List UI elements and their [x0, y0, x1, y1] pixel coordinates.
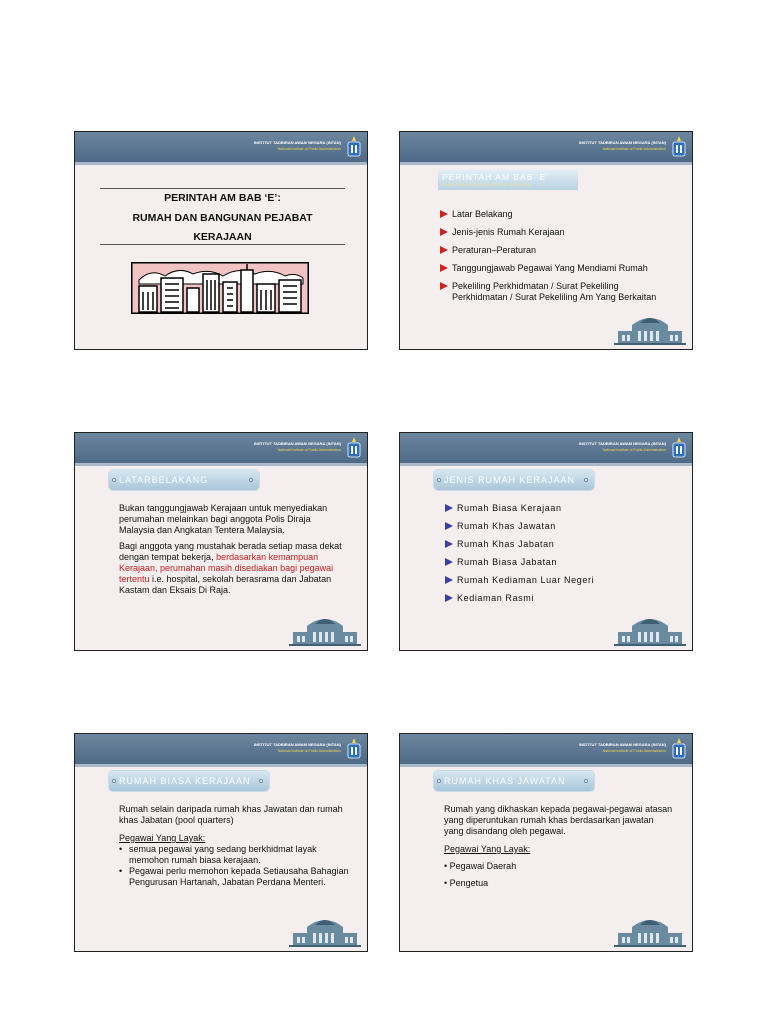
slide-body: [119, 503, 347, 601]
institute-name-en: National Institute of Public Administration: [602, 749, 666, 753]
institute-name-en: National Institute of Public Administration: [602, 147, 666, 151]
institute-label: [579, 440, 666, 454]
institute-label: [254, 741, 341, 755]
slide-title-line1: PERINTAH AM BAB ‘E’:: [164, 192, 281, 204]
institute-name: INSTITUT TADBIRAN AWAM NEGARA (INTAN): [578, 140, 666, 145]
institute-label: [254, 440, 341, 454]
list-item: Jenis-jenis Rumah Kerajaan: [440, 227, 672, 238]
paragraph: Rumah yang dikhaskan kepada pegawai-pegawai atasan yang diperuntukan rumah khas berdasarkan jawatan yang disandang oleh pegawai.: [444, 804, 673, 836]
list-item: Rumah Khas Jabatan: [445, 539, 675, 550]
list-item: Kediaman Rasmi: [445, 593, 675, 604]
list-item: Rumah Khas Jawatan: [445, 521, 675, 532]
slide-body: [119, 804, 349, 888]
institute-label: [579, 139, 666, 153]
paragraph: Bukan tanggungjawab Kerajaan untuk menyediakan perumahan melainkan bagi anggota Polis Diraja Malaysia dan Angkatan Tentera Malaysia.: [119, 503, 328, 535]
bullet-dot-icon: •: [119, 866, 123, 876]
slide-1: [74, 131, 368, 350]
intan-logo-icon: [347, 737, 361, 759]
building-icon: [614, 913, 686, 947]
title-rule-bottom: [100, 244, 345, 245]
paragraph: [119, 541, 347, 596]
section-heading: LATARBELAKANG: [109, 470, 259, 490]
list-item: Peraturan–Peraturan: [440, 245, 672, 256]
bullet-item: [119, 866, 349, 888]
bullet-text: semua pegawai yang sedang berkhidmat layak memohon rumah biasa kerajaan.: [129, 844, 317, 865]
list-item: Rumah Biasa Kerajaan: [445, 503, 675, 514]
institute-name-en: National Institute of Public Administration: [277, 749, 341, 753]
section-heading-subtitle: RUMAH DAN BANGUNAN PEJABAT KERAJAAN: [442, 182, 531, 187]
eligible-label: Pegawai Yang Layak:: [119, 833, 206, 843]
highlight-text: berdasarkan kemampuan Kerajaan, perumahan masih disediakan bagi pegawai tertentu: [119, 552, 334, 584]
slide-3: [74, 432, 368, 651]
intan-logo-icon: [672, 436, 686, 458]
bullet-item: • Pengetua: [444, 878, 489, 888]
bullet-dot-icon: •: [119, 844, 123, 854]
section-heading: RUMAH BIASA KERAJAAN: [109, 771, 269, 791]
institute-label: [254, 139, 341, 153]
institute-label: [579, 741, 666, 755]
city-skyline-icon: [131, 262, 309, 314]
slide-4: [399, 432, 693, 651]
bullet-item: [119, 844, 349, 866]
building-icon: [614, 311, 686, 345]
intan-logo-icon: [347, 135, 361, 157]
slide-body: [444, 804, 674, 889]
institute-name: INSTITUT TADBIRAN AWAM NEGARA (INTAN): [578, 742, 666, 747]
section-heading: [438, 170, 578, 190]
institute-name: INSTITUT TADBIRAN AWAM NEGARA (INTAN): [253, 140, 341, 145]
slide-title-line3: KERAJAAN: [193, 231, 252, 243]
intan-logo-icon: [672, 737, 686, 759]
list-item: Rumah Biasa Jabatan: [445, 557, 675, 568]
slide-2: [399, 131, 693, 350]
institute-name-en: National Institute of Public Administration: [602, 448, 666, 452]
list-item: Pekeliling Perkhidmatan / Surat Pekeliling Perkhidmatan / Surat Pekeliling Am Yang Berkaitan: [440, 281, 672, 303]
eligible-label: Pegawai Yang Layak:: [444, 844, 531, 854]
intan-logo-icon: [347, 436, 361, 458]
bullet-item: • Pegawai Daerah: [444, 861, 517, 871]
text-run: Bagi anggota yang mustahak berada setiap masa dekat dengan tempat bekerja,: [119, 541, 342, 562]
intan-logo-icon: [672, 135, 686, 157]
institute-name: INSTITUT TADBIRAN AWAM NEGARA (INTAN): [253, 742, 341, 747]
paragraph: Rumah selain daripada rumah khas Jawatan dan rumah khas Jabatan (pool quarters): [119, 804, 343, 825]
slide-body: [445, 503, 675, 611]
building-icon: [289, 612, 361, 646]
slide-title-line2: RUMAH DAN BANGUNAN PEJABAT: [132, 212, 313, 224]
list-item: Latar Belakang: [440, 209, 672, 220]
section-heading: RUMAH KHAS JAWATAN: [434, 771, 594, 791]
list-item: Tanggungjawab Pegawai Yang Mendiami Rumah: [440, 263, 672, 274]
text-run: i.e. hospital, sekolah berasrama dan Jabatan Kastam dan Eksais Di Raja.: [119, 574, 332, 595]
building-icon: [614, 612, 686, 646]
institute-name-en: National Institute of Public Administration: [277, 448, 341, 452]
section-heading-title: PERINTAH AM BAB ‘E’: [442, 172, 550, 182]
list-item: Rumah Kediaman Luar Negeri: [445, 575, 675, 586]
institute-name-en: National Institute of Public Administration: [277, 147, 341, 151]
institute-name: INSTITUT TADBIRAN AWAM NEGARA (INTAN): [578, 441, 666, 446]
building-icon: [289, 913, 361, 947]
bullet-text: Pegawai perlu memohon kepada Setiausaha Bahagian Pengurusan Hartanah, Jabatan Perdana Menteri.: [129, 866, 349, 887]
slide-6: [399, 733, 693, 952]
slide-5: [74, 733, 368, 952]
slide-body: [440, 209, 672, 310]
institute-name: INSTITUT TADBIRAN AWAM NEGARA (INTAN): [253, 441, 341, 446]
section-heading: JENIS RUMAH KERAJAAN: [434, 470, 594, 490]
